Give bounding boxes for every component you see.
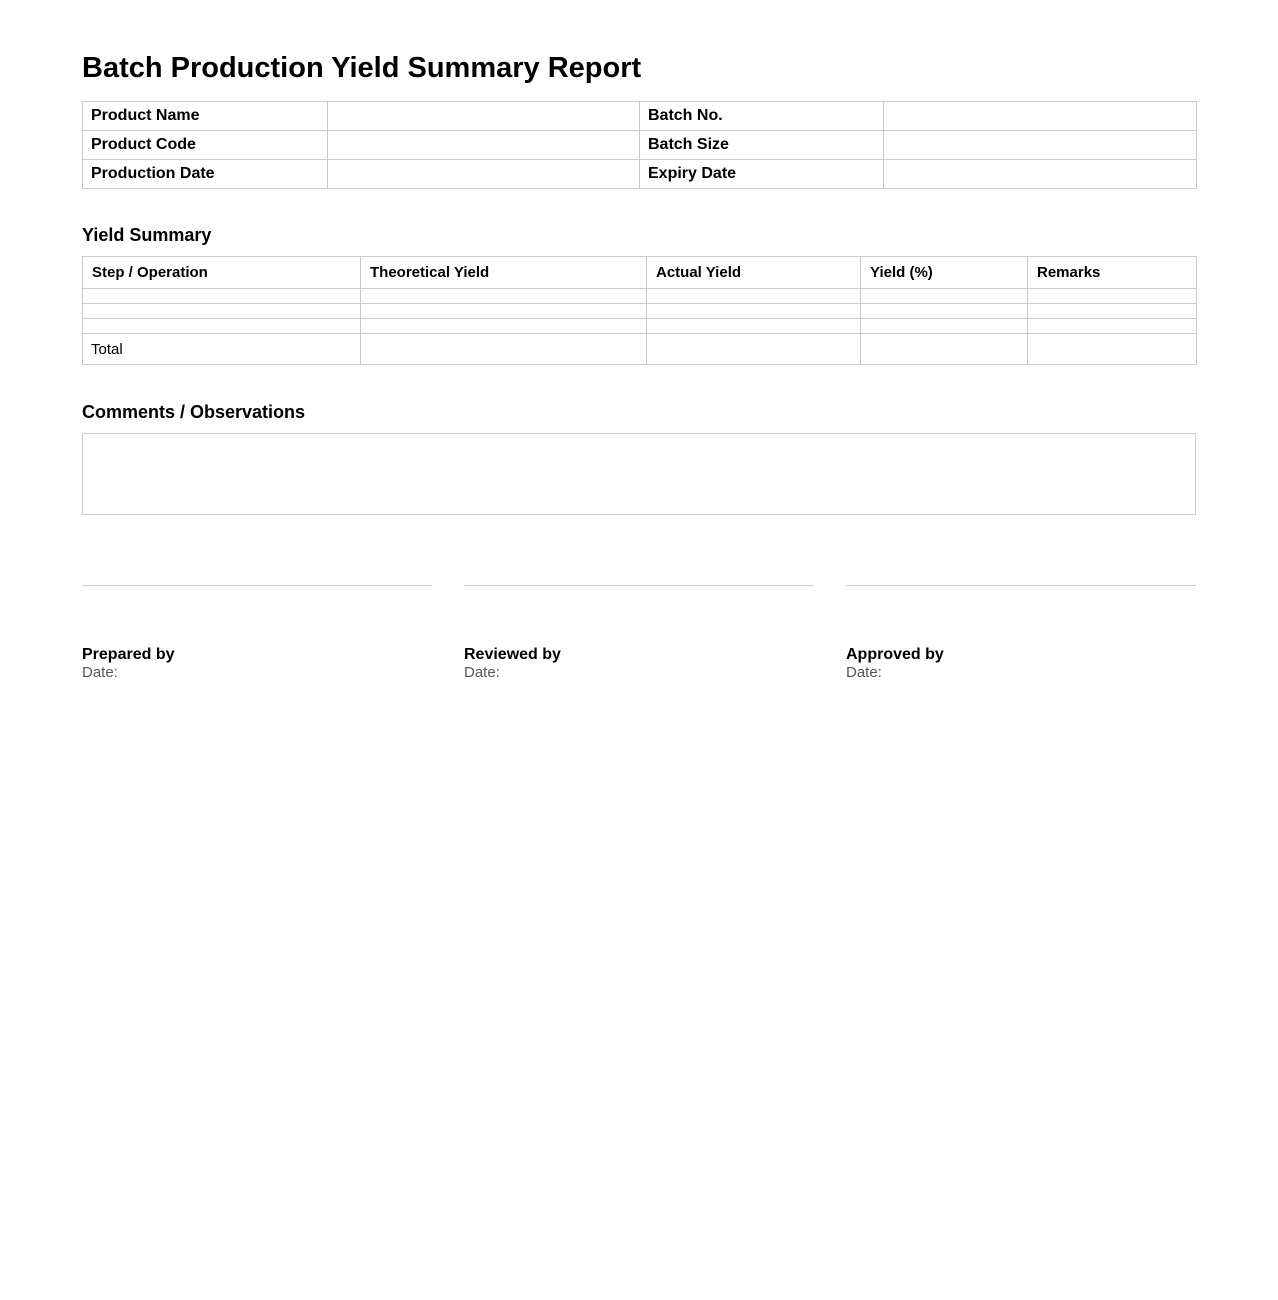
- signature-block-prepared: [82, 585, 432, 682]
- production-date-field[interactable]: [328, 160, 640, 189]
- page-title: Batch Production Yield Summary Report: [82, 52, 642, 84]
- batch-size-field[interactable]: [884, 131, 1197, 160]
- table-header-row: [83, 257, 1197, 289]
- total-theoretical-cell[interactable]: [361, 334, 647, 365]
- table-cell[interactable]: [861, 319, 1028, 334]
- table-cell[interactable]: [361, 304, 647, 319]
- column-header: Yield (%): [861, 257, 1028, 289]
- signature-section: [82, 585, 1196, 682]
- info-row: [83, 102, 1197, 131]
- signature-line[interactable]: [846, 585, 1196, 586]
- table-cell[interactable]: [361, 289, 647, 304]
- info-label: Batch No.: [640, 102, 884, 131]
- table-row: [83, 304, 1197, 319]
- info-label: Product Code: [83, 131, 328, 160]
- column-header: Actual Yield: [647, 257, 861, 289]
- table-cell[interactable]: [83, 304, 361, 319]
- product-name-field[interactable]: [328, 102, 640, 131]
- signature-role: Reviewed by: [464, 646, 561, 663]
- comments-heading: Comments / Observations: [82, 402, 306, 422]
- table-cell[interactable]: [83, 289, 361, 304]
- total-remarks-cell[interactable]: [1028, 334, 1197, 365]
- info-label: Batch Size: [640, 131, 884, 160]
- info-label: Expiry Date: [640, 160, 884, 189]
- comments-box[interactable]: [82, 433, 1196, 515]
- table-cell[interactable]: [83, 319, 361, 334]
- info-label: Product Name: [83, 102, 328, 131]
- table-cell[interactable]: [361, 319, 647, 334]
- info-row: [83, 131, 1197, 160]
- total-actual-cell[interactable]: [647, 334, 861, 365]
- expiry-date-field[interactable]: [884, 160, 1197, 189]
- column-header: Remarks: [1028, 257, 1197, 289]
- total-yield-percent-cell[interactable]: [861, 334, 1028, 365]
- table-cell[interactable]: [647, 319, 861, 334]
- table-cell[interactable]: [861, 304, 1028, 319]
- signature-date-label: Date:: [464, 664, 500, 681]
- table-cell[interactable]: [647, 289, 861, 304]
- signature-block-reviewed: [464, 585, 814, 682]
- signature-line[interactable]: [82, 585, 432, 586]
- yield-summary-table: [82, 256, 1197, 365]
- info-row: [83, 160, 1197, 189]
- yield-summary-heading: Yield Summary: [82, 225, 212, 245]
- signature-line[interactable]: [464, 585, 814, 586]
- table-row: [83, 289, 1197, 304]
- table-cell[interactable]: [1028, 289, 1197, 304]
- column-header: Step / Operation: [83, 257, 361, 289]
- signature-role: Prepared by: [82, 646, 175, 663]
- product-code-field[interactable]: [328, 131, 640, 160]
- column-header: Theoretical Yield: [361, 257, 647, 289]
- product-info-table: [82, 101, 1197, 189]
- signature-date-label: Date:: [846, 664, 882, 681]
- table-cell[interactable]: [647, 304, 861, 319]
- total-label: Total: [83, 334, 361, 365]
- table-cell[interactable]: [1028, 304, 1197, 319]
- table-cell[interactable]: [1028, 319, 1197, 334]
- signature-date-label: Date:: [82, 664, 118, 681]
- table-cell[interactable]: [861, 289, 1028, 304]
- signature-block-approved: [846, 585, 1196, 682]
- info-label: Production Date: [83, 160, 328, 189]
- signature-role: Approved by: [846, 646, 944, 663]
- batch-no-field[interactable]: [884, 102, 1197, 131]
- total-row: [83, 334, 1197, 365]
- table-row: [83, 319, 1197, 334]
